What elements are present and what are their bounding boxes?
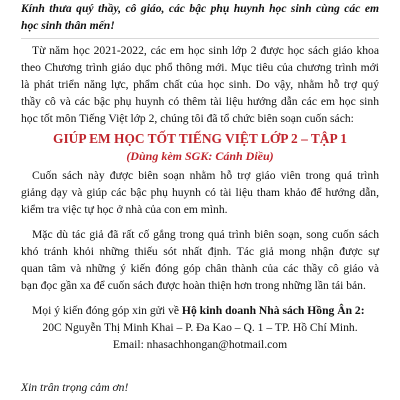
intro-line-5: học tốt môn Tiếng Việt lớp 2, chúng tôi đã tổ chức biên soạn cuốn sách: bbox=[21, 112, 354, 125]
purpose-line-3: kiểm tra việc tự học ở nhà của con em mình. bbox=[21, 203, 228, 216]
book-title: GIÚP EM HỌC TỐT TIẾNG VIỆT LỚP 2 – TẬP 1 bbox=[53, 131, 347, 146]
purpose-line-2: giảng dạy và giúp các bậc phụ huynh có tài liệu tham khảo để hướng dẫn, bbox=[21, 186, 379, 199]
intro-line-3: là phát triển năng lực, phẩm chất của học sinh. Do vậy, nhằm hỗ trợ quý bbox=[21, 78, 379, 91]
purpose-line-1: Cuốn sách này được biên soạn nhằm hỗ trợ giáo viên trong quá trình bbox=[32, 169, 379, 182]
intro-line-1: Từ năm học 2021-2022, các em học sinh lớp 2 được học sách giáo khoa bbox=[32, 44, 379, 57]
purpose-paragraph bbox=[21, 167, 379, 218]
apology-line-3: quan tâm và những ý kiến đóng góp chân thành của các thầy cô giáo và bbox=[21, 262, 379, 275]
contact-block bbox=[21, 302, 379, 353]
greeting-line-1: Kính thưa quý thầy, cô giáo, các bậc phụ huynh học sinh cùng các em bbox=[21, 2, 379, 15]
greeting-line-2: học sinh thân mến! bbox=[21, 19, 115, 32]
closing-line: Xin trân trọng cảm ơn! bbox=[21, 381, 129, 394]
contact-line bbox=[21, 302, 379, 319]
apology-line-1: Mặc dù tác giả đã rất cố gắng trong quá trình biên soạn, song cuốn sách bbox=[32, 228, 379, 241]
apology-paragraph bbox=[21, 226, 379, 294]
contact-address: 20C Nguyễn Thị Minh Khai – P. Đa Kao – Q. 1 – TP. Hồ Chí Minh. bbox=[42, 321, 358, 334]
apology-line-4: bạn đọc gần xa để cuốn sách được hoàn thiện hơn trong những lần tái bản. bbox=[21, 279, 366, 292]
greeting bbox=[21, 0, 379, 34]
divider bbox=[21, 38, 379, 39]
publisher-name: Hộ kinh doanh Nhà sách Hồng Ân 2 bbox=[181, 304, 361, 317]
paragraph-gap bbox=[21, 294, 379, 302]
contact-suffix: : bbox=[360, 304, 365, 317]
intro-line-4: thầy cô và các bậc phụ huynh có thêm tài liệu hướng dẫn các em học sinh bbox=[21, 95, 379, 108]
contact-prefix: Mọi ý kiến đóng góp xin gửi về bbox=[32, 304, 182, 317]
apology-line-2: khó tránh khỏi những thiếu sót nhất định. Tác giả mong nhận được sự bbox=[21, 245, 379, 258]
book-heading bbox=[21, 130, 379, 164]
book-subtitle: (Dùng kèm SGK: Cánh Diều) bbox=[126, 149, 274, 163]
paragraph-gap bbox=[21, 218, 379, 226]
contact-email: Email: nhasachhongan@hotmail.com bbox=[112, 338, 288, 351]
intro-paragraph bbox=[21, 42, 379, 127]
intro-line-2: theo Chương trình giáo dục phổ thông mới. Mục tiêu của chương trình mới bbox=[21, 61, 379, 74]
